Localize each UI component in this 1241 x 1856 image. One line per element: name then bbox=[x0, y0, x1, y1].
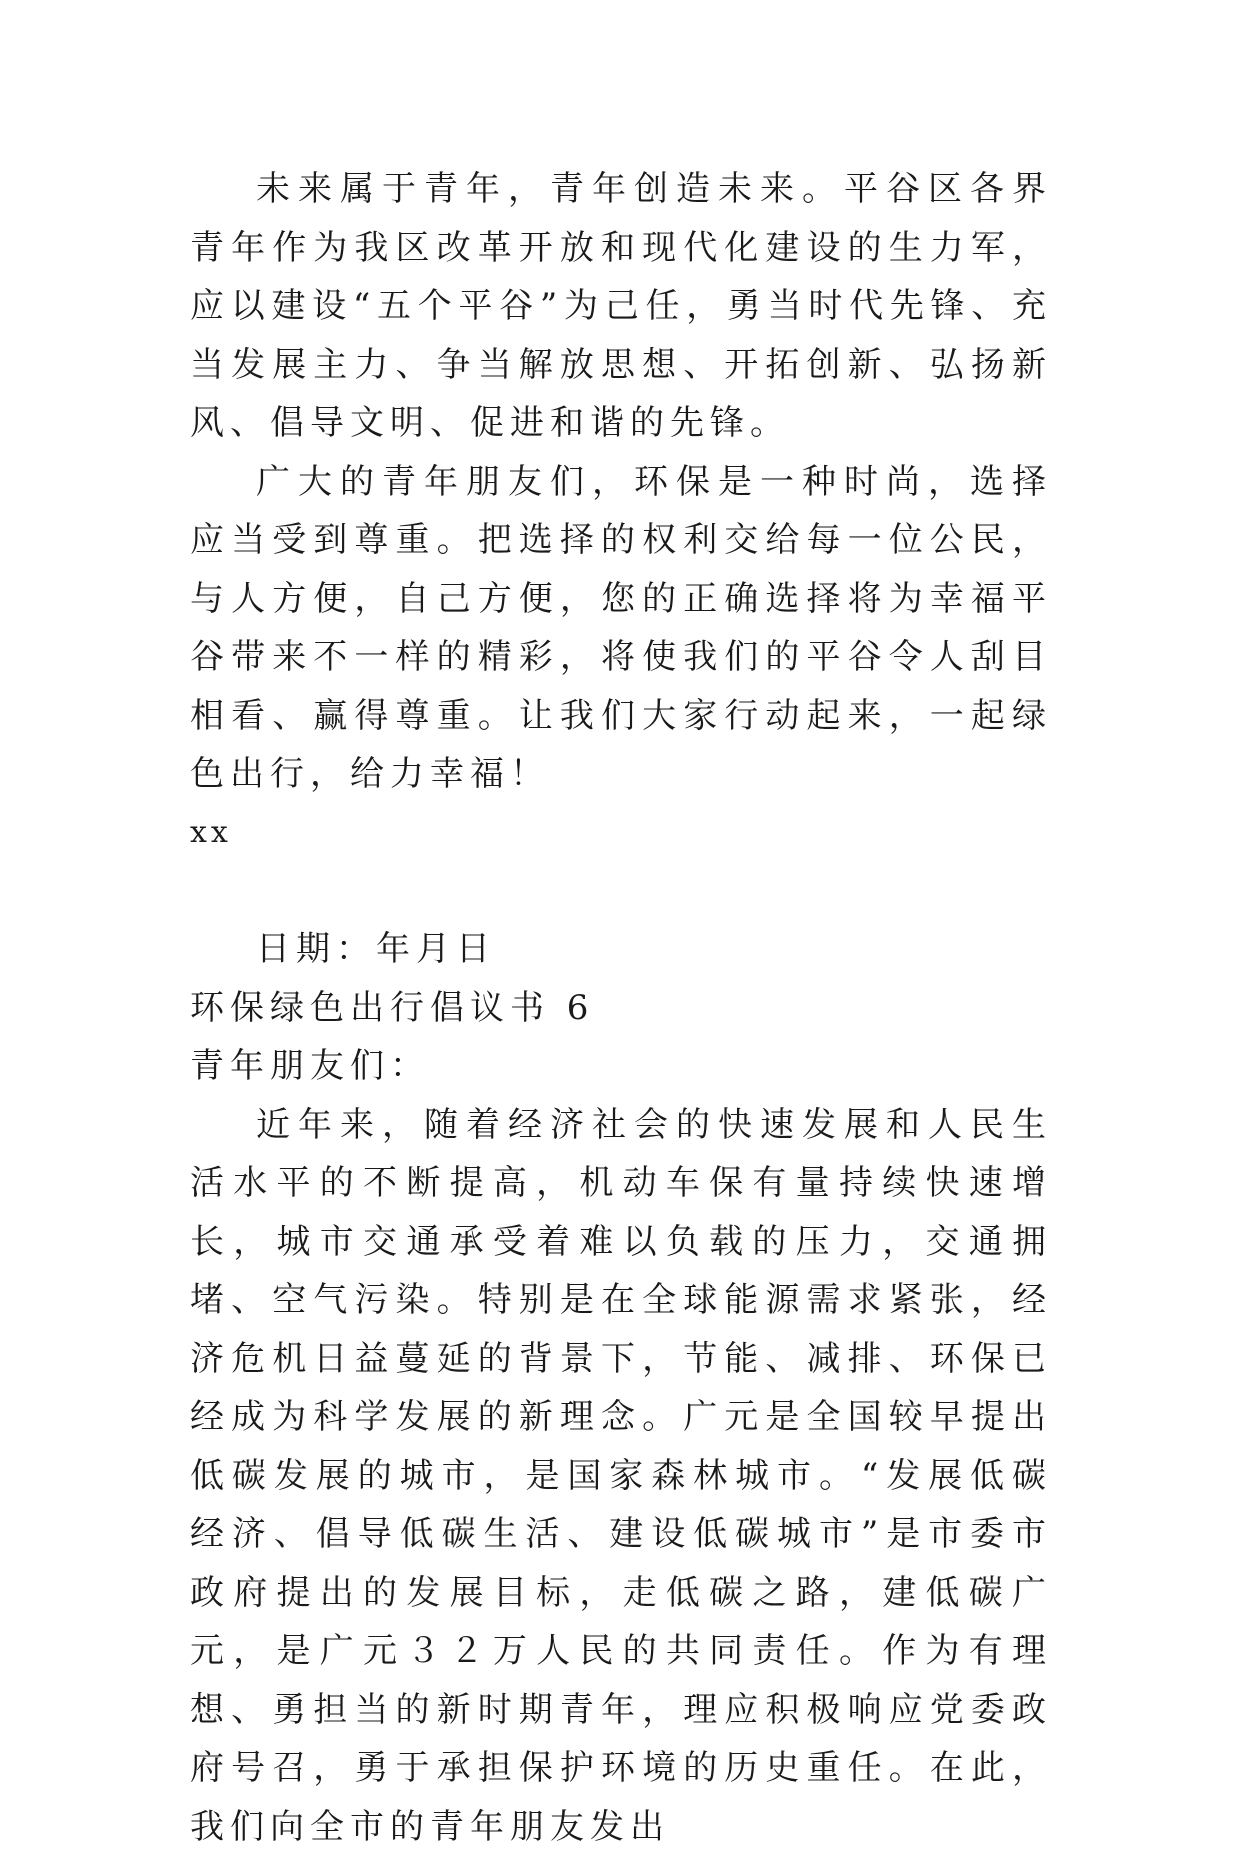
blank-line bbox=[190, 862, 1052, 920]
signature: xx bbox=[190, 804, 1052, 863]
document-page bbox=[190, 160, 1052, 1856]
document-title: 环保绿色出行倡议书 6 bbox=[190, 979, 1052, 1038]
salutation: 青年朋友们： bbox=[190, 1037, 1052, 1096]
date-line: 日期：年月日 bbox=[190, 920, 1052, 979]
paragraph-future-youth: 未来属于青年，青年创造未来。平谷区各界青年作为我区改革开放和现代化建设的生力军，应以建设“五个平谷”为己任，勇当时代先锋、充当发展主力、争当解放思想、开拓创新、弘扬新风、倡导文明、促进和谐的先锋。 bbox=[190, 160, 1052, 453]
paragraph-body: 近年来，随着经济社会的快速发展和人民生活水平的不断提高，机动车保有量持续快速增长，城市交通承受着难以负载的压力，交通拥堵、空气污染。特别是在全球能源需求紧张，经济危机日益蔓延的背景下，节能、减排、环保已经成为科学发展的新理念。广元是全国较早提出低碳发展的城市，是国家森林城市。“发展低碳经济、倡导低碳生活、建设低碳城市”是市委市政府提出的发展目标，走低碳之路，建低碳广元，是广元３２万人民的共同责任。作为有理想、勇担当的新时期青年，理应积极响应党委政府号召，勇于承担保护环境的历史重任。在此，我们向全市的青年朋友发出 bbox=[190, 1096, 1052, 1856]
paragraph-eco-fashion: 广大的青年朋友们，环保是一种时尚，选择应当受到尊重。把选择的权利交给每一位公民，与人方便，自己方便，您的正确选择将为幸福平谷带来不一样的精彩，将使我们的平谷令人刮目相看、赢得尊重。让我们大家行动起来，一起绿色出行，给力幸福！ bbox=[190, 453, 1052, 804]
